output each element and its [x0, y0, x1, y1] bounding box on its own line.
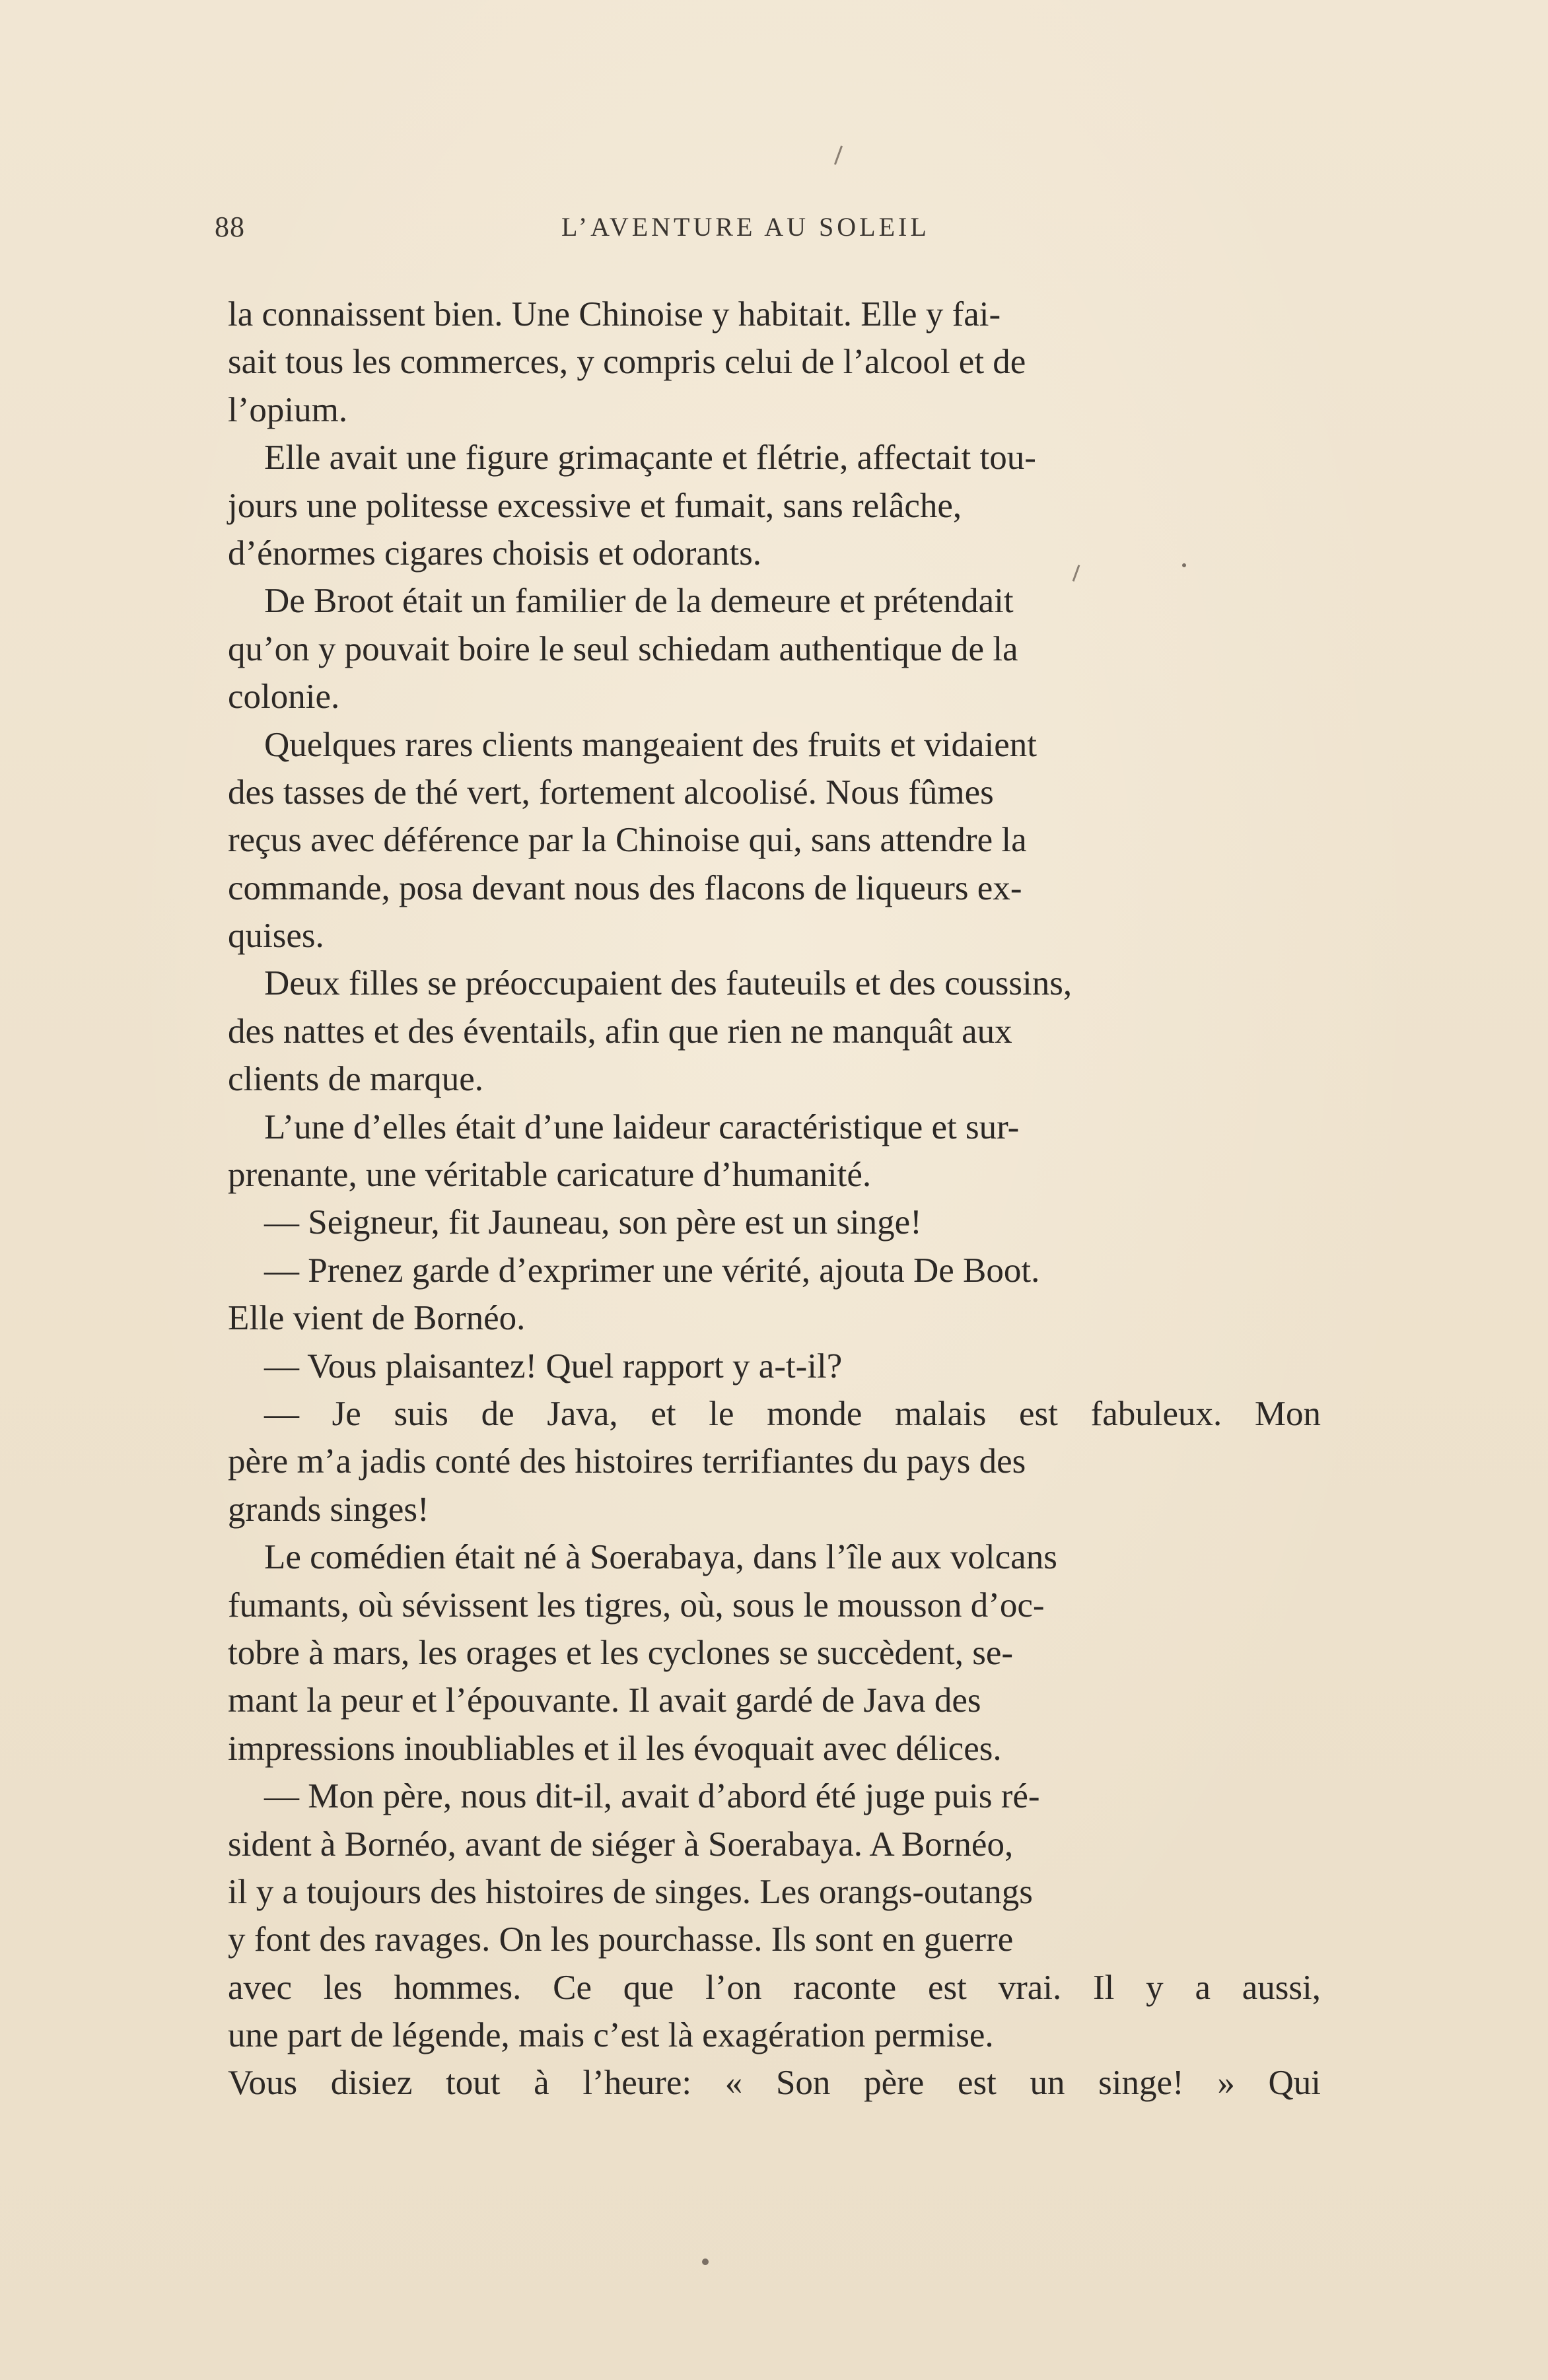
paper-speck [702, 2258, 709, 2265]
text-line: — Je suis de Java, et le monde malais est fabuleux. Mon [264, 1394, 1321, 1433]
text-line: — Seigneur, fit Jauneau, son père est un singe! [264, 1203, 922, 1242]
text-line: jours une politesse excessive et fumait, sans relâche, [228, 486, 962, 525]
text-line: des nattes et des éventails, afin que rien ne manquât aux [228, 1012, 1012, 1051]
text-line: des tasses de thé vert, fortement alcoolisé. Nous fûmes [228, 773, 994, 812]
text-line: clients de marque. [228, 1060, 484, 1099]
running-title: L’AVENTURE AU SOLEIL [561, 212, 930, 242]
text-line: sait tous les commerces, y compris celui de l’alcool et de [228, 343, 1026, 382]
text-line: commande, posa devant nous des flacons de liqueurs ex- [228, 868, 1022, 907]
body-text [228, 291, 1321, 2107]
text-line: Elle vient de Bornéo. [228, 1299, 526, 1338]
text-line: — Mon père, nous dit-il, avait d’abord été juge puis ré- [264, 1777, 1040, 1816]
text-line: Le comédien était né à Soerabaya, dans l’île aux volcans [264, 1538, 1057, 1577]
text-line: y font des ravages. On les pourchasse. Ils sont en guerre [228, 1920, 1014, 1959]
text-line: qu’on y pouvait boire le seul schiedam authentique de la [228, 629, 1018, 668]
text-line: l’opium. [228, 390, 348, 429]
text-line: Deux filles se préoccupaient des fauteuils et des coussins, [264, 964, 1073, 1003]
text-line: la connaissent bien. Une Chinoise y habitait. Elle y fai- [228, 295, 1001, 333]
text-line: — Prenez garde d’exprimer une vérité, ajouta De Boot. [264, 1251, 1040, 1290]
text-line: De Broot était un familier de la demeure et prétendait [264, 582, 1014, 621]
text-line: reçus avec déférence par la Chinoise qui, sans attendre la [228, 821, 1027, 860]
text-line: — Vous plaisantez! Quel rapport y a-t-il? [264, 1347, 843, 1385]
text-line: Vous disiez tout à l’heure: « Son père est un singe! » Qui [228, 2064, 1321, 2103]
text-line: L’une d’elles était d’une laideur caractéristique et sur- [264, 1107, 1020, 1146]
page-number: 88 [215, 211, 245, 243]
text-line: tobre à mars, les orages et les cyclones se succèdent, se- [228, 1633, 1014, 1672]
text-line: avec les hommes. Ce que l’on raconte est vrai. Il y a aussi, [228, 1968, 1321, 2007]
paper-speck [1182, 563, 1186, 567]
text-line: mant la peur et l’épouvante. Il avait gardé de Java des [228, 1681, 981, 1720]
text-line: prenante, une véritable caricature d’humanité. [228, 1156, 872, 1195]
text-line: sident à Bornéo, avant de siéger à Soerabaya. A Bornéo, [228, 1825, 1014, 1864]
text-line: il y a toujours des histoires de singes. Les orangs-outangs [228, 1872, 1033, 1911]
text-line: Elle avait une figure grimaçante et flétrie, affectait tou- [264, 438, 1036, 477]
text-line: père m’a jadis conté des histoires terrifiantes du pays des [228, 1442, 1026, 1481]
page-header [215, 210, 1334, 250]
text-line: une part de légende, mais c’est là exagération permise. [228, 2016, 994, 2055]
text-line: fumants, où sévissent les tigres, où, sous le mousson d’oc- [228, 1586, 1045, 1625]
text-line: Quelques rares clients mangeaient des fruits et vidaient [264, 725, 1038, 764]
paper-mark [834, 145, 843, 164]
text-line: d’énormes cigares choisis et odorants. [228, 534, 762, 573]
text-line: grands singes! [228, 1490, 429, 1529]
text-line: impressions inoubliables et il les évoquait avec délices. [228, 1729, 1002, 1768]
text-line: quises. [228, 917, 324, 956]
text-line: colonie. [228, 678, 340, 717]
